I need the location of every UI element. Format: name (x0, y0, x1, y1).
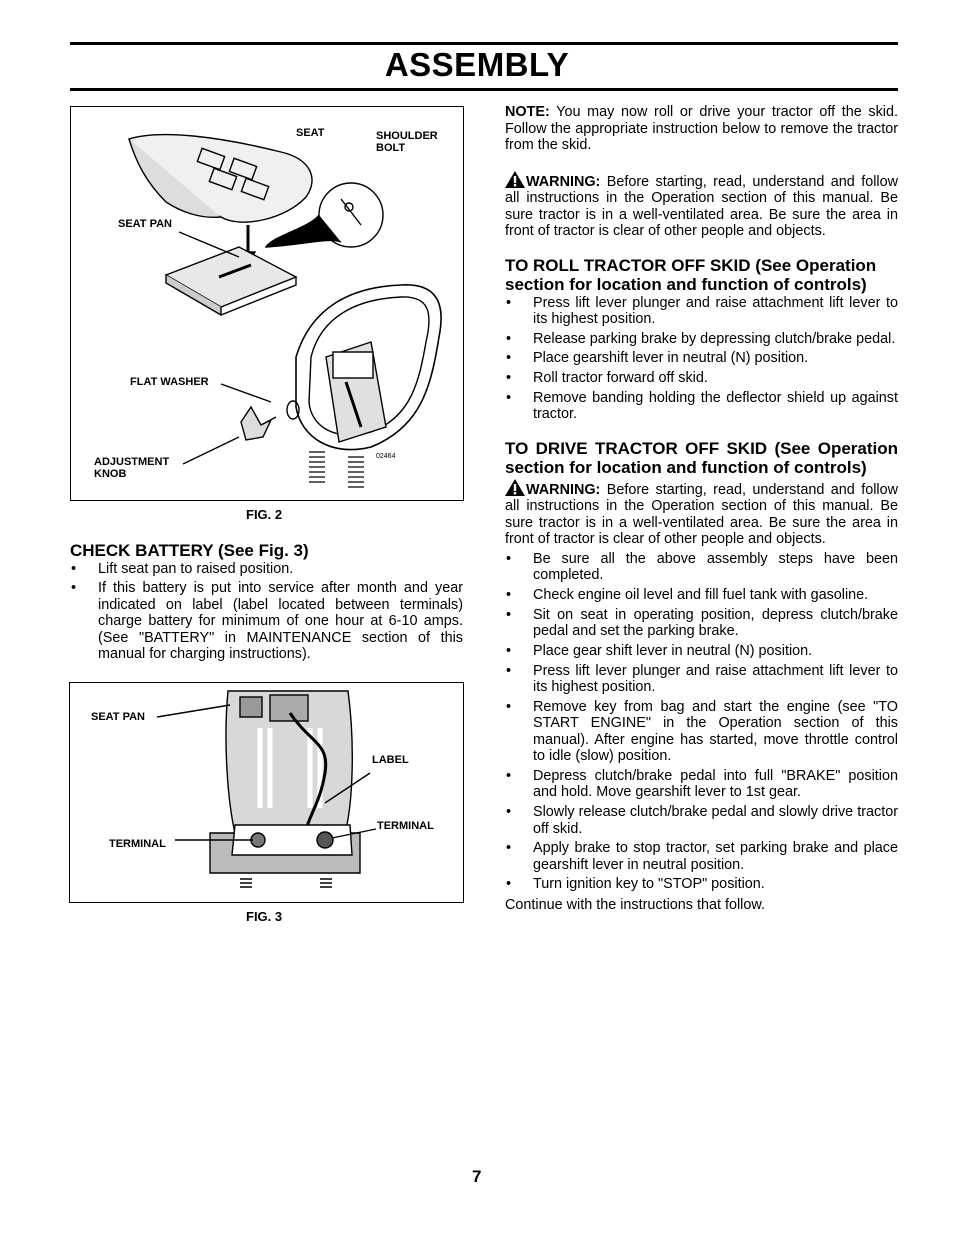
list-item: • Remove key from bag and start the engine (see "TO START ENGINE" in the Operation section of this manual). After engine has started, move throttle control to idle (slow) position. (505, 699, 898, 765)
seat-assembly-illustration (71, 107, 463, 500)
label-adjustment-knob (94, 456, 169, 480)
list-item: • Place gearshift lever in neutral (N) position. (505, 350, 898, 367)
warning-paragraph-2 (505, 479, 898, 548)
label-shoulder-bolt-line1: SHOULDER (376, 130, 438, 142)
figure-3-caption: FIG. 3 (246, 909, 283, 924)
check-battery-list (70, 561, 463, 663)
top-rule (70, 42, 898, 45)
list-item: • Turn ignition key to "STOP" position. (505, 876, 898, 893)
note-text: You may now roll or drive your tractor off the skid. Follow the appropriate instruction below to remove the tractor from the skid. (505, 104, 898, 153)
list-item: • Remove banding holding the deflector shield up against tractor. (505, 390, 898, 423)
figure-2-caption: FIG. 2 (246, 507, 283, 522)
figure-2-seat-assembly (70, 106, 464, 501)
check-battery-section (70, 541, 463, 666)
figure-3-battery (69, 682, 464, 903)
continue-text: Continue with the instructions that follow. (505, 896, 765, 913)
drive-off-heading: TO DRIVE TRACTOR OFF SKID (See Operation section for location and function of controls) (505, 438, 898, 478)
list-item: • Sit on seat in operating position, depress clutch/brake pedal and set the parking brake. (505, 607, 898, 640)
note-prefix: NOTE: (505, 104, 550, 120)
list-item: • Depress clutch/brake pedal into full "BRAKE" position and hold. Move gearshift lever to 1st gear. (505, 768, 898, 801)
list-item: • Apply brake to stop tractor, set parking brake and place gearshift lever in neutral position. (505, 840, 898, 873)
warning-text: Before starting, read, understand and follow all instructions in the Operation section of this manual. Be sure tractor is in a well-ventilated area. Be sure the area in front of tractor is clear of other people and objects. (505, 481, 898, 548)
list-item: • Slowly release clutch/brake pedal and slowly drive tractor off skid. (505, 804, 898, 837)
list-item: • Press lift lever plunger and raise attachment lift lever to its highest position. (505, 295, 898, 328)
label-seat-pan-fig3: SEAT PAN (91, 711, 145, 723)
right-column (505, 104, 898, 913)
roll-off-list (505, 295, 898, 423)
warning-triangle-icon (505, 479, 525, 496)
list-item: • Be sure all the above assembly steps have been completed. (505, 551, 898, 584)
label-flat-washer: FLAT WASHER (130, 376, 209, 388)
label-terminal-left: TERMINAL (109, 838, 166, 850)
warning-paragraph-1 (505, 171, 898, 240)
warning-prefix: WARNING: (526, 481, 601, 498)
label-seat: SEAT (296, 127, 325, 139)
page-number: 7 (472, 1167, 482, 1186)
check-battery-heading: CHECK BATTERY (See Fig. 3) (70, 541, 309, 560)
list-item: • Roll tractor forward off skid. (505, 370, 898, 387)
list-item: • If this battery is put into service after month and year indicated on label (label located between terminals) charge battery for minimum of one hour at 6-10 amps. (See "BATTERY" in MAINTENANCE section of this manual for charging instructions). (70, 580, 463, 663)
label-adjustment-knob-line1: ADJUSTMENT (94, 456, 170, 468)
roll-off-heading: TO ROLL TRACTOR OFF SKID (See Operation section for location and function of controls) (505, 255, 877, 294)
warning-prefix: WARNING: (526, 173, 601, 190)
label-adjustment-knob-line2: KNOB (94, 468, 127, 480)
label-shoulder-bolt-line2: BOLT (376, 142, 406, 154)
label-terminal-right: TERMINAL (377, 820, 434, 832)
title-underline (70, 88, 898, 91)
part-number: 02464 (376, 453, 396, 460)
warning-text: Before starting, read, understand and follow all instructions in the Operation section of this manual. Be sure tractor is in a well-ventilated area. Be sure the area in front of tractor is clear of other people and objects. (505, 173, 898, 239)
label-label: LABEL (372, 754, 409, 766)
list-item: • Release parking brake by depressing clutch/brake pedal. (505, 331, 898, 348)
drive-off-list (505, 551, 898, 893)
label-shoulder-bolt (376, 130, 438, 154)
list-item: • Press lift lever plunger and raise attachment lift lever to its highest position. (505, 663, 898, 696)
warning-triangle-icon (505, 171, 525, 188)
list-item: • Check engine oil level and fill fuel tank with gasoline. (505, 587, 898, 604)
note-paragraph (505, 104, 898, 154)
list-item: • Lift seat pan to raised position. (70, 561, 463, 578)
list-item: • Place gear shift lever in neutral (N) position. (505, 643, 898, 660)
page-title: ASSEMBLY (384, 46, 570, 83)
label-seat-pan: SEAT PAN (118, 218, 172, 230)
